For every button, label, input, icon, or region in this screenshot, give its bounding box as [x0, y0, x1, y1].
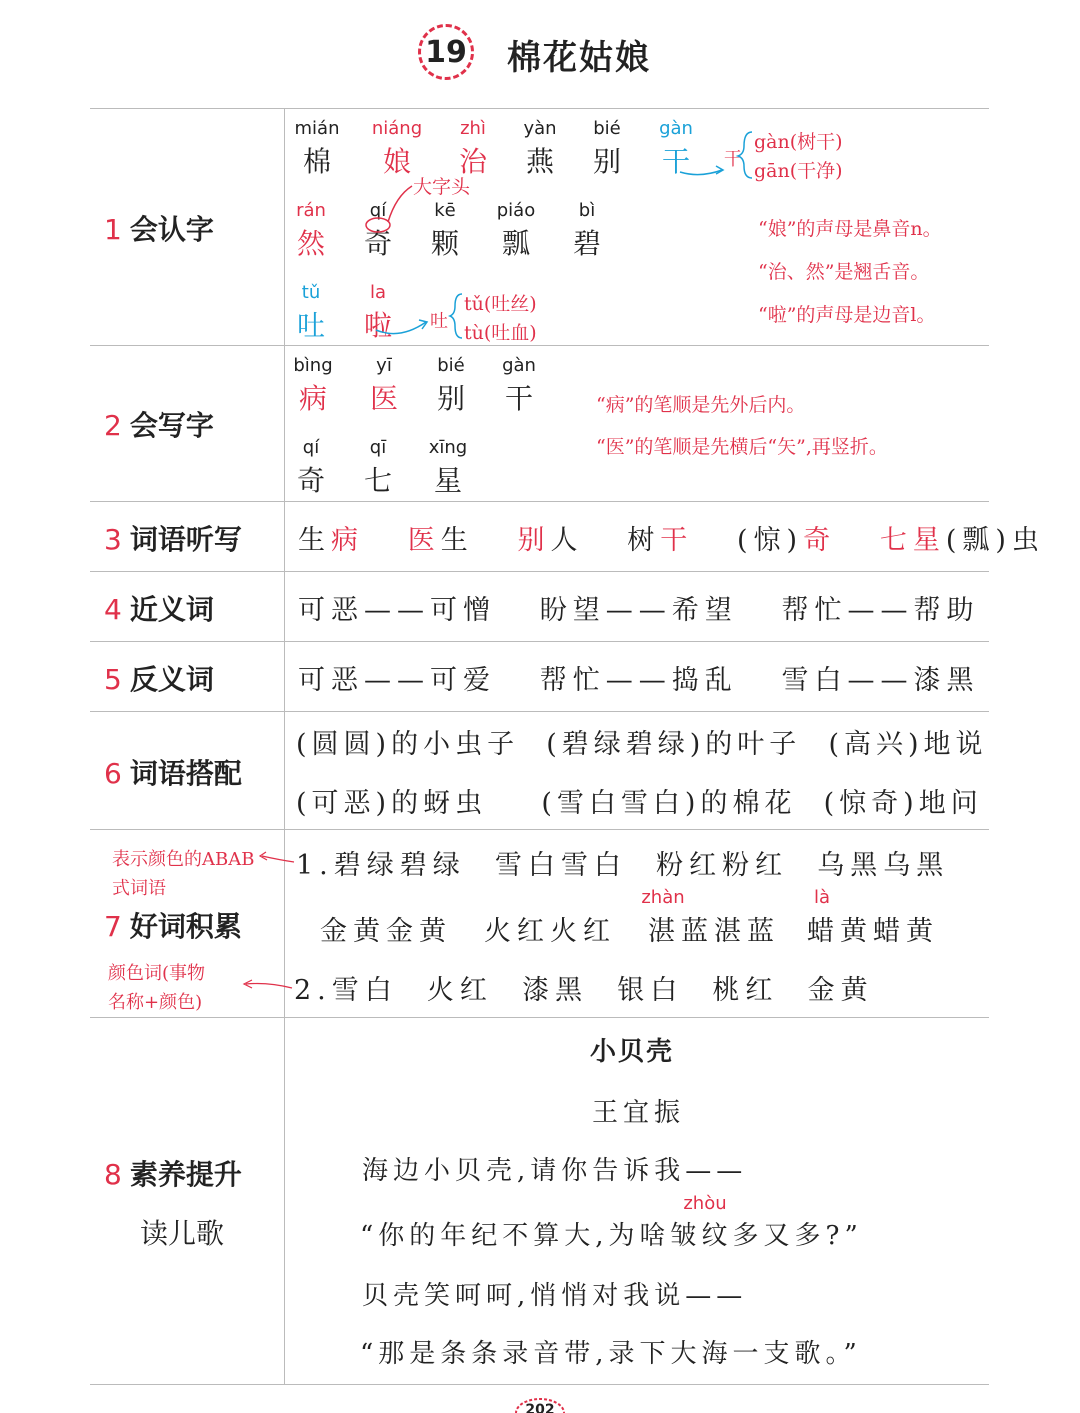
character: 啦	[363, 309, 392, 342]
section-label-2: 2 会写字	[104, 409, 214, 442]
section-label-7: 7 好词积累	[104, 910, 242, 943]
character: 干	[661, 145, 690, 178]
arrow-line	[388, 186, 412, 222]
pinyin: rán	[296, 200, 326, 221]
pinyin: qí	[302, 437, 320, 458]
section-label-8: 8 素养提升	[104, 1158, 242, 1191]
character: 然	[296, 227, 325, 260]
collocation-line: (圆圆)的小虫子 (碧绿碧绿)的叶子 (高兴)地说	[296, 729, 988, 760]
character: 碧	[572, 227, 601, 260]
character: 娘	[382, 145, 411, 178]
section-label-5: 5 反义词	[104, 663, 214, 696]
pinyin: zhàn	[641, 887, 685, 908]
section-label-6: 6 词语搭配	[104, 757, 242, 790]
pinyin: yàn	[523, 118, 557, 139]
good-words-line: 2.雪白 火红 漆黑 银白 桃红 金黄	[294, 975, 874, 1006]
character: 奇	[296, 464, 325, 497]
pinyin: xīng	[428, 437, 468, 458]
character: 奇	[363, 227, 392, 260]
pinyin: gàn	[659, 118, 693, 139]
character: 别	[436, 382, 465, 415]
polyphone-char: 干	[724, 149, 742, 170]
page-number: 202	[525, 1402, 555, 1413]
polyphone-reading: gàn(树干)	[754, 131, 843, 153]
pinyin: zhì	[460, 118, 486, 139]
character: 棉	[302, 145, 331, 178]
pinyin: tǔ	[301, 282, 321, 303]
character: 颗	[430, 227, 459, 260]
character: 瓢	[501, 227, 530, 260]
stroke-order-note: “医”的笔顺是先横后“矢”,再竖折。	[596, 436, 888, 458]
good-word: 湛蓝湛蓝	[648, 916, 780, 947]
pinyin: kē	[434, 200, 456, 221]
pinyin: bié	[437, 355, 465, 376]
character: 病	[298, 382, 327, 415]
arrow-line	[376, 322, 426, 334]
margin-note: 颜色词(事物	[108, 963, 206, 984]
character: 别	[592, 145, 621, 178]
character: 吐	[296, 309, 325, 342]
antonyms-line: 可恶——可爱 帮忙——捣乱 雪白——漆黑	[298, 665, 980, 696]
pronunciation-note: “啦”的声母是边音l。	[758, 304, 936, 326]
good-word: 火红火红	[484, 916, 616, 947]
radical-note: 大字头	[413, 176, 471, 198]
margin-note: 式词语	[112, 878, 166, 899]
brace	[738, 132, 752, 178]
arrow-line	[680, 170, 722, 175]
lesson-number-badge: 19	[418, 24, 474, 80]
poem-author: 王宜振	[592, 1098, 686, 1128]
collocation-line: (可恶)的蚜虫 (雪白雪白)的棉花 (惊奇)地问	[296, 788, 983, 819]
dictation-words: 生病 医生 别人 树干 (惊)奇 七星(瓢)虫	[298, 525, 1045, 556]
good-words-line: 1.碧绿碧绿 雪白雪白 粉红粉红 乌黑乌黑	[296, 850, 950, 881]
pinyin: là	[813, 887, 831, 908]
character: 干	[504, 382, 533, 415]
brace	[450, 294, 462, 338]
pinyin: zhòu	[683, 1193, 727, 1214]
polyphone-char: 吐	[430, 311, 448, 332]
poem-line: “你的年纪不算大,为啥皱纹多又多?”	[360, 1221, 863, 1251]
polyphone-reading: tǔ(吐丝)	[464, 293, 537, 315]
pinyin: la	[369, 282, 387, 303]
pinyin: bì	[578, 200, 596, 221]
good-word: 金黄金黄	[320, 916, 452, 947]
pronunciation-note: “治、然”是翘舌音。	[758, 261, 930, 283]
pinyin: bié	[593, 118, 621, 139]
margin-note: 表示颜色的ABAB	[112, 849, 255, 870]
pinyin: bìng	[293, 355, 333, 376]
pinyin: niáng	[371, 118, 423, 139]
poem-line: “那是条条录音带,录下大海一支歌。”	[360, 1339, 862, 1369]
section-subtitle-8: 读儿歌	[140, 1217, 225, 1250]
pinyin: yī	[376, 355, 392, 376]
section-label-3: 3 词语听写	[104, 523, 242, 556]
character: 治	[458, 145, 487, 178]
polyphone-reading: tù(吐血)	[464, 322, 537, 344]
stroke-order-note: “病”的笔顺是先外后内。	[596, 394, 806, 416]
pinyin: gàn	[502, 355, 536, 376]
polyphone-reading: gān(干净)	[754, 160, 843, 182]
arrow-line	[246, 984, 292, 989]
poem-line: 海边小贝壳,请你告诉我——	[362, 1156, 748, 1186]
synonyms-line: 可恶——可憎 盼望——希望 帮忙——帮助	[298, 595, 980, 626]
pinyin: qí	[369, 200, 387, 221]
margin-note: 名称+颜色)	[108, 992, 203, 1013]
character: 医	[369, 382, 398, 415]
section-label-1: 1 会认字	[104, 213, 214, 246]
character: 星	[433, 464, 462, 497]
pinyin: qī	[369, 437, 387, 458]
pronunciation-note: “娘”的声母是鼻音n。	[758, 218, 942, 240]
poem-line: 贝壳笑呵呵,悄悄对我说——	[362, 1281, 748, 1311]
arrow-line	[262, 856, 294, 862]
pinyin: piáo	[496, 200, 536, 221]
lesson-title: 棉花姑娘	[507, 38, 651, 78]
character: 燕	[525, 145, 554, 178]
arrow-head	[716, 166, 723, 174]
pinyin: mián	[294, 118, 340, 139]
character: 七	[363, 464, 392, 497]
radical-circle	[366, 218, 390, 232]
poem-title: 小贝壳	[590, 1037, 675, 1067]
good-word: 蜡黄蜡黄	[807, 916, 939, 947]
section-label-4: 4 近义词	[104, 593, 214, 626]
